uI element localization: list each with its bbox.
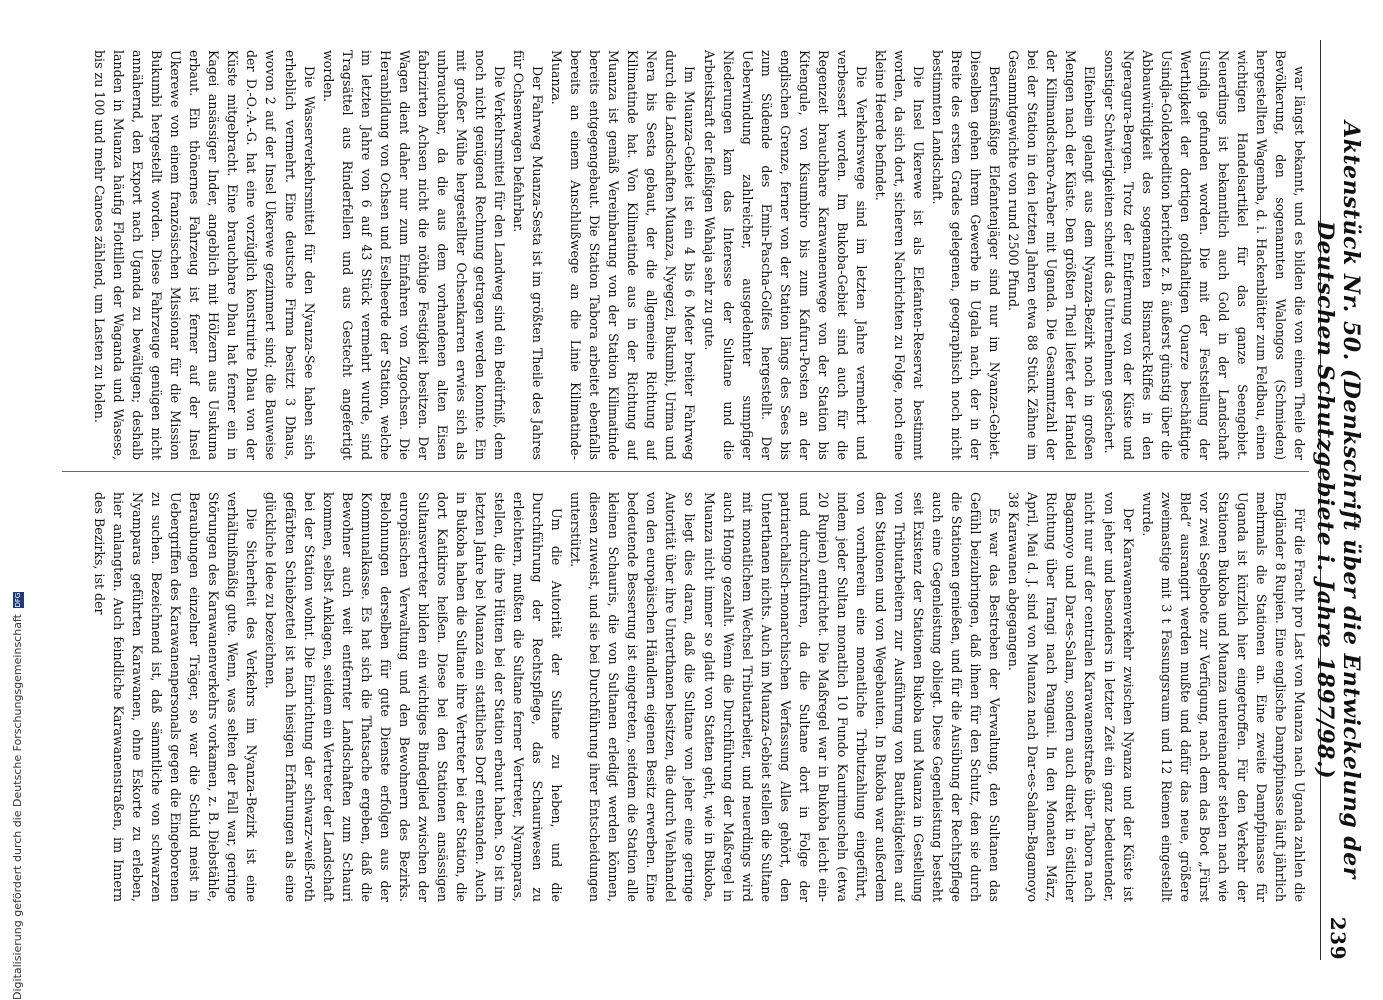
paragraph: Der Fahrweg Muanza-Sesta ist im größten Theile des Jahres für Ochsenwagen befahrbar.: [511, 50, 546, 460]
column-divider: [62, 471, 1309, 472]
footer-credit: [11, 592, 24, 1000]
page-header: [1312, 40, 1364, 960]
paragraph: Die Insel Ukerewe ist als Elefanten-Reservat bestimmt worden, da sich dort, sicheren Nachrichten zu Folge, noch eine kleine Heerde befindet.: [872, 50, 927, 460]
paragraph: Der Karawanenverkehr zwischen Nyanza und der Küste ist von jeher und besonders in letzter Zeit ein ganz bedeutender, nicht nur auf der centralen Karawanenstraße über Tabora nach Bagamoyo und Dar-es-Salam, sondern auch direkt in östlicher Richtung über Irangi nach Pangani. In den Monaten März, April, Mai d. J. sind von Muanza nach Dar-es-Salam-Bagamoyo 38 Karawanen abgegangen.: [1006, 492, 1136, 902]
page-number: 239: [1326, 916, 1350, 960]
paragraph: war längst bekannt, und es bilden die von einem Theile der Bevölkerung, den sogenannten Walongos (Schmieden) hergestellten Wagemba, d. i. Hackenblätter zum Feldbau, einen wichtigen Handelsartikel für das ganze Seengebiet. Neuerdings ist bekanntlich auch Gold in der Landschaft Usindja gefunden worden. Die mit der Feststellung der Werthigkeit der dortigen goldhaltigen Quarze beschäftigte Usindja-Goldexpedition berichtet z. B. äußerst günstig über die Abbauwürdigkeit des sogenannten Bismarck-Riffes in den Ngeragura-Bergen. Trotz der Entfernung von der Küste und sonstiger Schwierigkeiten scheint das Unternehmen gesichert.: [1101, 50, 1307, 460]
footer-strip: [0, 0, 22, 1000]
paragraph: Im Muanza-Gebiet ist ein 4 bis 6 Meter breiter Fahrweg durch die Landschaften Muanza, Nyegezi, Bukumbi, Urima und Nera bis Sesta gebaut, der die allgemeine Richtung auf Kilimatinde hat. Von Kilimatinde aus in der Richtung auf Muanza ist gemäß Vereinbarung von der Station Kilimatinde bereits entgegengebaut. Die Station Tabora arbeitet ebenfalls bereits an einem Anschlußwege an die Linie Kilimatinde-Muanza.: [549, 50, 698, 460]
paragraph: Elfenbein gelangt aus dem Nyanza-Bezirk noch in großen Mengen nach der Küste. Den größten Theil liefert der Handel der Kilimandscharo-Araber mit Uganda. Die Gesammtzahl der bei der Station in den letzten Jahren etwa 88 Stück Zähne im Gesammtgewichte von rund 2500 Pfund.: [1006, 50, 1098, 460]
paragraph: Für die Fracht pro Last von Muanza nach Uganda zahlen die Engländer 8 Rupien. Eine englische Dampfpinasse läuft jährlich mehrmals die Stationen an. Eine zweite Dampfpinasse für Uganda ist kürzlich hier eingetroffen. Für den Verkehr der Stationen Bukoba und Muanza untereinander stehen nach wie vor zwei Segelboote zur Verfügung, nach dem das Boot „Fürst Bled“ ausrangirt werden mußte und dafür das neue, größere zweimastige mit 3 t Fassungsraum und 12 Riemen eingestellt wurde.: [1139, 492, 1307, 902]
left-column: [62, 50, 1309, 460]
paragraph: Es war das Bestreben der Verwaltung, den Sultanen das Gefühl beizubringen, daß ihnen für den Schutz, den sie durch die Stationen genießen, und für die Ausübung der Rechtspflege auch eine Gegenleistung obliegt. Diese Gegenleistung besteht seit Existenz der Stationen Bukoba und Muanza in Gestellung von Tributarbeitern zur Ausführung von Bauthätigkeiten auf den Stationen und von Wegebauten. In Bukoba war außerdem von vornherein eine monatliche Tributzahlung eingeführt, indem jeder Sultan monatlich 10 Fundo Kaurimuscheln (etwa 20 Rupien) entrichtet. Die Maßregel war in Bukoba leicht ein- und durchzuführen, da die Sultane dort in Folge der patriarchalisch-monarchischen Verfassung Alles gehört, den Unterthanen nichts. Auch im Muanza-Gebiet stellen die Sultane mit monatlichem Wechsel Tributarbeiter, und neuerdings wird auch Hongo gezahlt. Wenn die Durchführung der Maßregel in Muanza nicht immer so glatt von Statten geht, wie in Bukoba, so liegt dies daran, daß die Sultane von jeher eine geringe Autorität über ihre Unterthanen besitzen, die durch Viehhandel von den europäischen Händlern eigenen Besitz erwerben. Eine bedeutende Besserung ist eingetreten, seitdem die Station alle kleinen Schauris, die von Sultanen erledigt werden können, diesen zuweist, und sie bei Durchführung ihrer Entscheidungen unterstützt.: [568, 492, 1003, 902]
right-column: [62, 492, 1309, 902]
dfg-logo-icon: DFG: [13, 592, 22, 608]
paragraph: Berufsmäßige Elefantenjäger sind nur im Nyanza-Gebiet. Dieselben gehen ihrem Gewerbe in Ugala nach, der in der Breite des ersten Grades gelegenen, geographisch noch nicht bestimmten Landschaft.: [930, 50, 1003, 460]
paragraph: Die Verkehrswege sind im letzten Jahre vermehrt und verbessert worden. Im Bukoba-Gebiet sind auch für die Regenzeit brauchbare Karawanenwege von der Station bis Kitengule, von Kisumbiro bis zum Kafuru-Posten an der englischen Grenze, ferner von der Station längs des Sees bis zum Südende des Emin-Pascha-Golfes hergestellt. Der Ueberwindung zahlreicher, ausgedehnter sumpfiger Niederungen kam das Interesse der Sultane und die Arbeitskraft der fleißigen Wahaja sehr zu gute.: [701, 50, 869, 460]
paragraph: Die Wasserverkehrsmittel für den Nyanza-See haben sich erheblich vermehrt. Eine deutsche Firma besitzt 3 Dhaus, wovon 2 auf der Insel Ukerewe gezimmert sind; die Bauweise der D.-O.-A.-G. hat eine vorzüglich konstruirte Dhau von der Küste mitgebracht. Eine brauchbare Dhau hat ferner ein in Kagei ansässiger Inder, angeblich mit Hölzern aus Usukuma erbaut. Ein thönernes Fahrzeug ist ferner auf der Insel Ukerewe von einem französischen Missionar für die Mission Bukumbi hergestellt worden. Diese Fahrzeuge genügen nicht annähernd, den Export nach Uganda zu bewältigen; deshalb landen in Muanza häufig Flottillen der Waganda und Wasese, bis zu 100 und mehr Canoes zählend, um Lasten zu holen.: [92, 50, 317, 460]
paragraph: Die Sicherheit des Verkehrs im Nyanza-Bezirk ist eine verhältnißmäßig gute. Wenn, was selten der Fall war, geringe Störungen des Karawanenverkehrs vorkamen, z. B. Diebstähle, Beraubungen einzelner Träger, so war die Schuld meist in Uebergriffen des Karawanenpersonals gegen die Eingeborenen zu suchen. Bezeichnend ist, daß sämmtliche von schwarzen Nyamparas geführten Karawanen, ohne Eskorte zu erleben, hier anlangten. Auch feindliche Karawanenstraßen, im Innern des Bezirks, ist der: [92, 492, 260, 902]
page-title: Aktenstück Nr. 50. (Denkschrift über die Entwickelung der Deutschen Schutzgebiete i. Jahre 1897/98.): [1312, 121, 1364, 879]
footer-credit-text: Digitalisierung gefördert durch die Deutsche Forschungsgemeinschaft: [11, 614, 24, 1000]
paragraph: Die Verkehrsmittel für den Landweg sind ein Bedürfniß, dem noch nicht genügend Rechnung getragen werden konnte. Ein mit großer Mühe hergestellter Ochsenkarren erwies sich als unbrauchbar, da die aus dem vorhandenen alten Eisen fabrizirten Achsen nicht die nöthige Festigkeit besitzen. Der Wagen dient daher nur zum Einfahren von Zugochsen. Die Heranbildung von Ochsen und Eselheerde der Station, welche im letzten Jahre von 6 auf 43 Stück vermehrt wurde, sind Tragsättel aus Rinderfellen und aus Gestecht angefertigt worden.: [320, 50, 508, 460]
paragraph: Um die Autorität der Sultane zu heben, und die Durchführung der Rechtspflege, das Schauriwesen zu erleichtern, mußten die Sultane ferner Vertreter, Nyamparas, stellen, die ihre Hütten bei der Station erbaut haben. So ist im letzten Jahre bei Muanza ein stattliches Dorf entstanden. Auch in Bukoba haben die Sultane ihre Vertreter bei der Station, die dort Katikiros heißen. Diese bei den Stationen ansässigen Sultansvertreter bilden ein wichtiges Bindeglied zwischen der europäischen Verwaltung und den Bewohnern des Bezirks. Belohnungen derselben für gute Dienste erfolgen aus der Kommunalkasse. Es hat sich die Thatsache ergeben, daß die Bewohner auch weit entfernter Landschaften zum Schauri kommen, selbst Anklagen, seitdem ein Vertreter der Landschaft bei der Station wohnt. Die Einrichtung der schwarz-weiß-roth gefärbten Schiebzettel ist nach hiesigen Erfahrungen als eine glückliche Idee zu bezeichnen.: [263, 492, 565, 902]
document-page: [22, 0, 1383, 1000]
